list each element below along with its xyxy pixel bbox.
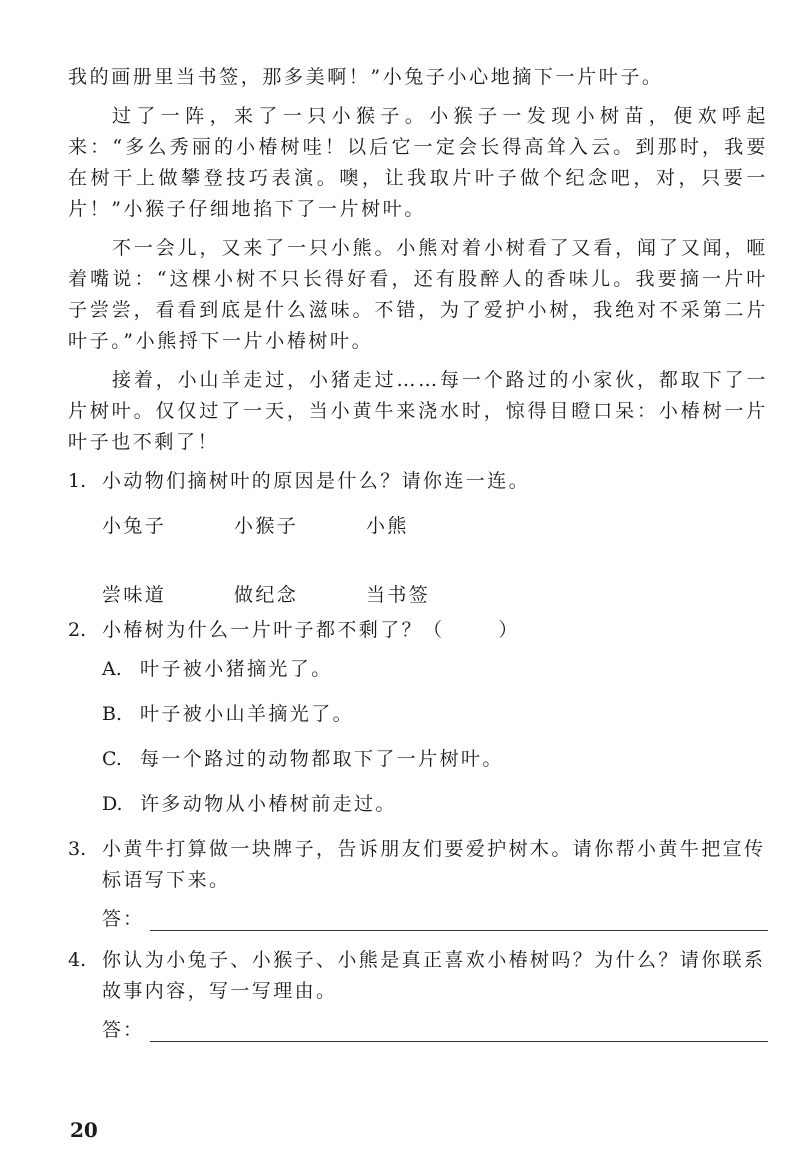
option-label: C. xyxy=(102,748,122,770)
answer-input-q3[interactable] xyxy=(150,908,768,931)
question-2 xyxy=(68,615,768,646)
option-label: A. xyxy=(102,658,122,680)
option-d[interactable] xyxy=(102,789,768,820)
question-text: 小黄牛打算做一块牌子，告诉朋友们要爱护树木。请你帮小黄牛把宣传标语写下来。 xyxy=(102,838,766,891)
answer-input-q4[interactable] xyxy=(150,1019,768,1042)
option-c[interactable] xyxy=(102,744,768,775)
answer-label: 答： xyxy=(102,908,145,930)
question-text: 小动物们摘树叶的原因是什么？请你连一连。 xyxy=(102,470,531,492)
question-1 xyxy=(68,466,768,497)
header-mark xyxy=(80,0,240,6)
question-4 xyxy=(68,945,768,1007)
story-paragraph-4: 接着，小山羊走过，小猪走过……每一个路过的小家伙，都取下了一片树叶。仅仅过了一天，当小黄牛来浇水时，惊得目瞪口呆：小椿树一片叶子也不剩了！ xyxy=(68,369,768,453)
answer-label: 答： xyxy=(102,1019,145,1041)
story-paragraph-1: 我的画册里当书签，那多美啊！”小兔子小心地摘下一片叶子。 xyxy=(68,66,664,88)
page-number: 20 xyxy=(70,1118,98,1142)
question-number: 3. xyxy=(68,838,87,860)
question-number: 2. xyxy=(68,619,87,641)
story-paragraph-2: 过了一阵，来了一只小猴子。小猴子一发现小树苗，便欢呼起来：“多么秀丽的小椿树哇！以后它一定会长得高耸入云。到那时，我要在树干上做攀登技巧表演。噢，让我取片叶子做个纪念吧，对，只要一片！”小猴子仔细地掐下了一片树叶。 xyxy=(68,105,768,220)
option-text: 叶子被小山羊摘光了。 xyxy=(140,703,355,725)
option-b[interactable] xyxy=(102,699,768,730)
matching-animals-row xyxy=(102,511,768,538)
option-label: D. xyxy=(102,793,123,815)
question-text xyxy=(102,615,768,646)
answer-paren-open: （ xyxy=(423,619,445,641)
option-text: 许多动物从小椿树前走过。 xyxy=(140,793,397,815)
match-reason-bookmark[interactable]: 当书签 xyxy=(366,584,431,606)
question-number: 4. xyxy=(68,949,87,971)
match-reason-souvenir[interactable]: 做纪念 xyxy=(234,584,299,606)
match-item-monkey[interactable]: 小猴子 xyxy=(234,515,299,537)
story-paragraph-3: 不一会儿，又来了一只小熊。小熊对着小树看了又看，闻了又闻，咂着嘴说：“这棵小树不只长得好看，还有股醉人的香味儿。我要摘一片叶子尝尝，看看到底是什么滋味。不错，为了爱护小树，我绝对不采第二片叶子。”小熊捋下一片小椿树叶。 xyxy=(68,237,768,352)
answer-line-q4 xyxy=(102,1015,768,1042)
match-item-rabbit[interactable]: 小兔子 xyxy=(102,515,167,537)
question-number: 1. xyxy=(68,470,87,492)
question-text: 你认为小兔子、小猴子、小熊是真正喜欢小椿树吗？为什么？请你联系故事内容，写一写理由。 xyxy=(102,949,766,1002)
match-reason-taste[interactable]: 尝味道 xyxy=(102,584,167,606)
question-3 xyxy=(68,834,768,896)
match-item-bear[interactable]: 小熊 xyxy=(366,515,409,537)
option-text: 每一个路过的动物都取下了一片树叶。 xyxy=(140,748,504,770)
page-content xyxy=(68,62,768,1042)
question-2-prompt: 小椿树为什么一片叶子都不剩了？ xyxy=(102,619,424,641)
answer-line-q3 xyxy=(102,904,768,931)
option-label: B. xyxy=(102,703,123,725)
option-text: 叶子被小猪摘光了。 xyxy=(140,658,333,680)
option-a[interactable] xyxy=(102,654,768,685)
matching-reasons-row xyxy=(102,580,768,607)
answer-paren-close: ） xyxy=(498,619,520,641)
